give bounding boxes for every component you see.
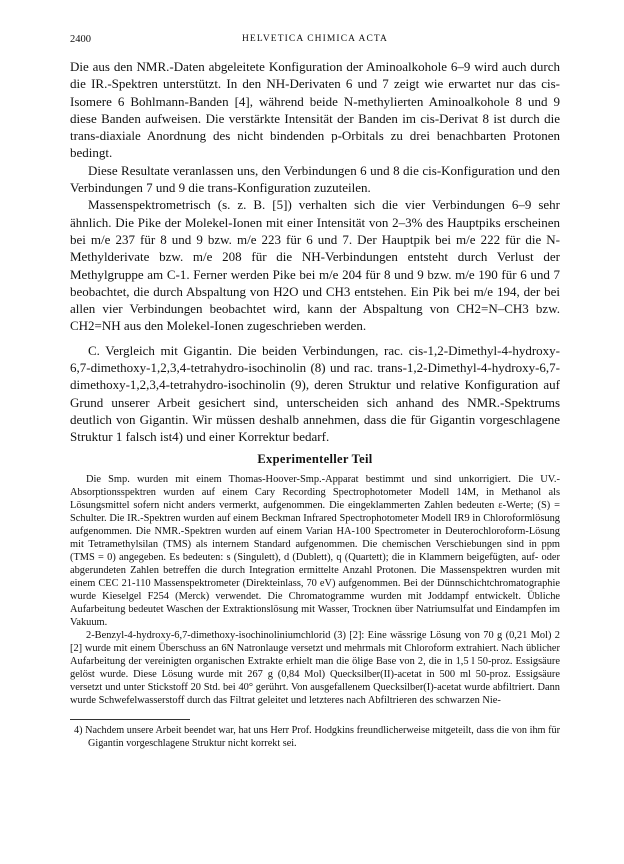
footnote-area (70, 725, 560, 750)
footnote-rule (70, 719, 190, 720)
body-paragraph-2: Diese Resultate veranlassen uns, den Verbindungen 6 und 8 die cis-Konfiguration und den Verbindungen 7 und 9 die trans-Konfiguration zuzuteilen. (70, 162, 560, 196)
body-paragraph-4: C. Vergleich mit Gigantin. Die beiden Verbindungen, rac. cis-1,2-Dimethyl-4-hydroxy-6,7-dimethoxy-1,2,3,4-tetrahydro-isochinolin (8) und rac. trans-1,2-Dimethyl-4-hydroxy-6,7-dimethoxy-1,2,3,4-tetrahydro-isochinolin (9), deren Struktur und relative Konfiguration auf Grund unserer Arbeit gesichert sind, unterscheiden sich anhand des NMR.-Spektrums deutlich von Gigantin. Wir müssen deshalb annehmen, dass die für Gigantin vorgeschlagene Struktur 1 falsch ist4) und einer Korrektur bedarf. (70, 342, 560, 445)
exp-paragraph-1: Die Smp. wurden mit einem Thomas-Hoover-Smp.-Apparat bestimmt und sind unkorrigiert. Die UV.-Absorptionsspektren wurden auf einem Cary Recording Spectrophotometer Modell 14M, in Methanol als Lösungsmittel sofern nicht anders vermerkt, aufgenommen. Die eingeklammerten Zahlen bedeuten ε-Werte; (S) = Schulter. Die IR.-Spektren wurden auf einem Beckman Infrared Spectrophotometer Modell IR9 in Chloroformlösung aufgenommen. Die NMR.-Spektren wurden auf einem Varian HA-100 Spectrometer in Deuterochloroform-Lösung mit Tetramethylsilan (TMS) als internem Standard aufgenommen. Die chemischen Verschiebungen sind in ppm (TMS = 0) angegeben. Es bedeuten: s (Singulett), d (Dublett), q (Quartett); die in Klammern beigefügten, auf- oder abgerundeten Zahlen betreffen die durch Integration ermittelte Anzahl Protonen. Die Massenspektren wurden mit einem CEC 21-110 Massenspektrometer (Direkteinlass, 70 eV) aufgenommen. Bei der Dünnschichtchromatographie wurde Kieselgel F254 (Merck) verwendet. Die Chromatogramme wurden mit Joddampf entwickelt. Übliche Aufarbeitung bedeutet Waschen der Extraktionslösung mit Wasser, Trocknen über Natriumsulfat und Eindampfen im Vakuum. (70, 473, 560, 629)
body-paragraph-1: Die aus den NMR.-Daten abgeleitete Konfiguration der Aminoalkohole 6–9 wird auch durch die IR.-Spektren unterstützt. In den NH-Derivaten 6 und 7 zeigt wie erwartet nur das cis-Isomere 6 Bohlmann-Banden [4], während beide N-methylierten Aminoalkohole 8 und 9 diese Banden aufweisen. Die verstärkte Intensität der Banden im cis-Derivat 8 ist durch die trans-diaxiale Anordnung des nicht bindenden p-Orbitals zu drei benachbarten Protonen bedingt. (70, 59, 560, 161)
text-column (70, 58, 560, 751)
section-heading: Experimenteller Teil (257, 451, 373, 466)
experimental-section (70, 473, 560, 708)
running-header (70, 34, 560, 48)
discussion-section (70, 58, 560, 446)
footnote-4: 4) Nachdem unsere Arbeit beendet war, hat uns Herr Prof. Hodgkins freundlicherweise mitgeteilt, dass die von ihm für Gigantin vorgeschlagene Struktur nicht korrekt sei. (74, 725, 560, 749)
page-number: 2400 (70, 34, 91, 45)
body-paragraph-3: Massenspektrometrisch (s. z. B. [5]) verhalten sich die vier Verbindungen 6–9 sehr ähnlich. Die Pike der Molekel-Ionen mit einer Intensität von 2–3% des Hauptpiks erscheinen bei m/e 237 für 8 und 9 bzw. m/e 223 für 6 und 7. Der Hauptpik bei m/e 222 für die N-Methylderivate bzw. m/e 208 für die NH-Verbindungen entsteht durch Verlust der Methylgruppe am C-1. Ferner werden Pike bei m/e 204 für 8 und 9 bzw. m/e 190 für 6 und 7 beobachtet, die durch Abspaltung von H2O und CH3 entstehen. Ein Pik bei m/e 194, der bei allen vier Verbindungen beobachtet wird, kann der Abspaltung von CH2=N–CH3 bzw. CH2=NH aus den Molekel-Ionen zugeschrieben werden. (70, 197, 560, 334)
exp-paragraph-2: 2-Benzyl-4-hydroxy-6,7-dimethoxy-isochinoliniumchlorid (3) [2]: Eine wässrige Lösung von 70 g (0,21 Mol) 2 [2] wurde mit einem Überschuss an 6N Natronlauge versetzt und mehrmals mit Chloroform extrahiert. Nach üblicher Aufarbeitung der vereinigten organischen Extrakte erhielt man die ölige Base von 2, die in 1,5 l 50-proz. Essigsäure gelöst wurde. Diese Lösung wurde mit 267 g (0,84 Mol) Quecksilber(II)-acetat in 500 ml 50-proz. Essigsäure versetzt und unter Stickstoff 20 Std. bei 40° gerührt. Von ausgefallenem Quecksilber(I)-acetat wurde abfiltriert. Dann wurde Schwefelwasserstoff durch das Filtrat geleitet und letzteres nach Abfiltrieren des schwarzen Nie- (70, 630, 560, 707)
journal-name: HELVETICA CHIMICA ACTA (241, 34, 389, 44)
